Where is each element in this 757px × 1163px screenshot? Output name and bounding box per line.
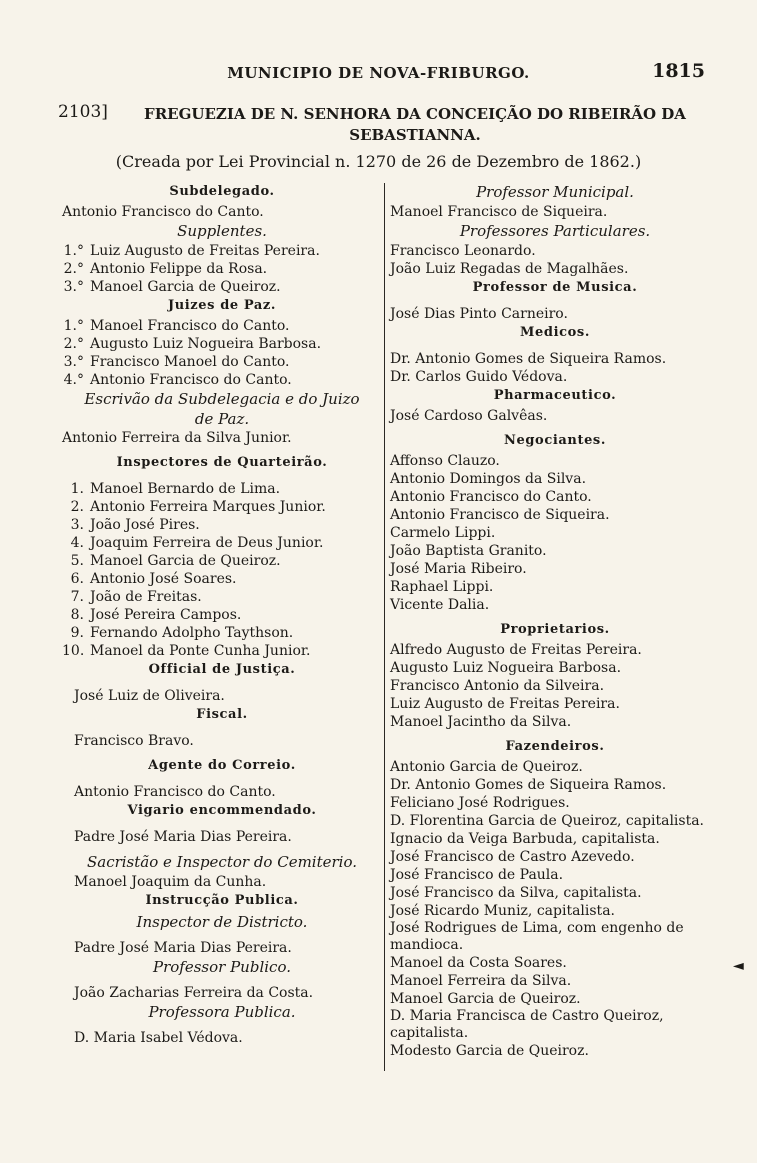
section-heading: de Paz. [194, 410, 250, 428]
running-head: MUNICIPIO DE NOVA-FRIBURGO. [227, 64, 530, 82]
entry-name: José Pereira Campos. [90, 607, 242, 623]
section-heading: Professores Particulares. [459, 222, 651, 240]
numbered-entry [62, 242, 382, 260]
section-heading: Vigario encommendado. [127, 803, 317, 818]
entry-ordinal: 4. [70, 535, 84, 551]
list-item: Ignacio da Veiga Barbuda, capitalista. [390, 831, 660, 847]
entry-ordinal: 1.° [63, 243, 84, 259]
list-item: Antonio Domingos da Silva. [390, 471, 587, 487]
numbered-entry [62, 498, 382, 516]
entry-ordinal: 7. [70, 589, 84, 605]
list-item: Affonso Clauzo. [390, 453, 500, 469]
entry-ordinal: 2.° [63, 336, 84, 352]
numbered-entry [62, 335, 382, 353]
section-heading: Professor Publico. [153, 958, 291, 976]
numbered-entry [62, 260, 382, 278]
list-item: Dr. Carlos Guido Védova. [390, 369, 568, 385]
numbered-entry [62, 353, 382, 371]
official-name: Antonio Ferreira da Silva Junior. [62, 430, 292, 446]
official-name: Manoel Joaquim da Cunha. [74, 874, 267, 890]
numbered-entry [62, 278, 382, 296]
section-heading: Pharmaceutico. [493, 388, 617, 403]
section-heading: Escrivão da Subdelegacia e do Juizo [84, 390, 360, 408]
numbered-entry [62, 371, 382, 389]
list-item: Alfredo Augusto de Freitas Pereira. [390, 642, 642, 658]
section-heading: Professor Municipal. [476, 183, 634, 201]
list-item: Raphael Lippi. [390, 579, 494, 595]
list-item: Carmelo Lippi. [390, 525, 496, 541]
section-heading: Official de Justiça. [148, 662, 296, 677]
entry-ordinal: 10. [62, 643, 85, 659]
entry-name: João José Pires. [90, 517, 200, 533]
list-item: Manoel da Costa Soares. [390, 955, 567, 971]
section-heading: Fiscal. [196, 707, 248, 722]
numbered-entry [62, 317, 382, 335]
right-column [390, 182, 720, 1060]
entry-name: Antonio Ferreira Marques Junior. [90, 499, 326, 515]
entry-name: Manoel Bernardo de Lima. [90, 481, 281, 497]
official-name: José Dias Pinto Carneiro. [390, 306, 568, 322]
section-heading: Professor de Musica. [472, 280, 638, 295]
section-heading: Proprietarios. [500, 622, 610, 637]
section-heading: Subdelegado. [169, 184, 275, 199]
section-heading: Fazendeiros. [505, 739, 605, 754]
list-item: Modesto Garcia de Queiroz. [390, 1043, 589, 1059]
entry-ordinal: 9. [70, 625, 84, 641]
official-name: José Cardoso Galvêas. [390, 408, 548, 424]
section-heading: Juizes de Paz. [167, 298, 277, 313]
list-item: Augusto Luiz Nogueira Barbosa. [390, 660, 622, 676]
creation-note: (Creada por Lei Provincial n. 1270 de 26 de Dezembro de 1862.) [115, 152, 642, 171]
list-item: José Francisco de Paula. [390, 867, 564, 883]
section-heading: Supplentes. [177, 222, 267, 240]
entry-number: 2103] [58, 102, 108, 122]
list-item: José Francisco de Castro Azevedo. [390, 849, 635, 865]
list-item: João Luiz Regadas de Magalhães. [390, 261, 629, 277]
official-name: D. Maria Isabel Védova. [74, 1030, 243, 1046]
entry-ordinal: 2.° [63, 261, 84, 277]
entry-name: Manoel Garcia de Queiroz. [90, 553, 281, 569]
entry-name: Manoel da Ponte Cunha Junior. [90, 643, 311, 659]
list-item: Antonio Francisco do Canto. [390, 489, 592, 505]
list-item: José Maria Ribeiro. [390, 561, 527, 577]
numbered-entry [62, 516, 382, 534]
official-name: José Luiz de Oliveira. [74, 688, 225, 704]
numbered-entry [62, 588, 382, 606]
entry-name: Antonio José Soares. [90, 571, 237, 587]
official-name: Antonio Francisco do Canto. [62, 204, 264, 220]
list-item: Manoel Ferreira da Silva. [390, 973, 572, 989]
official-name: João Zacharias Ferreira da Costa. [74, 985, 314, 1001]
entry-ordinal: 1.° [63, 318, 84, 334]
list-item: Manoel Jacintho da Silva. [390, 714, 572, 730]
entry-name: Antonio Francisco do Canto. [90, 372, 292, 388]
official-name: Padre José Maria Dias Pereira. [74, 829, 292, 845]
entry-name: Antonio Felippe da Rosa. [90, 261, 268, 277]
list-item: Luiz Augusto de Freitas Pereira. [390, 696, 620, 712]
entry-ordinal: 6. [70, 571, 84, 587]
section-heading: Negociantes. [504, 433, 606, 448]
official-name: Manoel Francisco de Siqueira. [390, 204, 608, 220]
list-item: D. Maria Francisca de Castro Queiroz, capitalista. [390, 1008, 664, 1041]
entry-name: Augusto Luiz Nogueira Barbosa. [90, 336, 322, 352]
official-name: Francisco Bravo. [74, 733, 194, 749]
section-heading: Sacristão e Inspector do Cemiterio. [86, 853, 358, 871]
entry-ordinal: 3.° [63, 279, 84, 295]
numbered-entry [62, 570, 382, 588]
list-item: José Rodrigues de Lima, com engenho de mandioca. [390, 920, 684, 953]
numbered-entry [62, 624, 382, 642]
list-item: João Baptista Granito. [390, 543, 547, 559]
numbered-entry [62, 480, 382, 498]
list-item: Vicente Dalia. [390, 597, 490, 613]
official-name: Antonio Francisco do Canto. [74, 784, 276, 800]
list-item: D. Florentina Garcia de Queiroz, capitalista. [390, 813, 705, 829]
list-item: Francisco Leonardo. [390, 243, 536, 259]
entry-ordinal: 1. [70, 481, 84, 497]
page-number: 1815 [652, 60, 705, 82]
entry-name: Joaquim Ferreira de Deus Junior. [90, 535, 324, 551]
list-item: Dr. Antonio Gomes de Siqueira Ramos. [390, 351, 667, 367]
entry-name: Francisco Manoel do Canto. [90, 354, 290, 370]
parish-title [120, 104, 710, 146]
section-heading: Inspectores de Quarteirão. [116, 455, 328, 470]
section-heading: Professora Publica. [148, 1003, 296, 1021]
entry-ordinal: 3. [70, 517, 84, 533]
entry-name: Manoel Francisco do Canto. [90, 318, 290, 334]
official-name: Padre José Maria Dias Pereira. [74, 940, 292, 956]
list-item: Feliciano José Rodrigues. [390, 795, 570, 811]
entry-name: Fernando Adolpho Taythson. [90, 625, 294, 641]
entry-name: Luiz Augusto de Freitas Pereira. [90, 243, 320, 259]
numbered-entry [62, 642, 382, 660]
list-item: Antonio Garcia de Queiroz. [390, 759, 583, 775]
entry-ordinal: 3.° [63, 354, 84, 370]
numbered-entry [62, 534, 382, 552]
list-item: José Francisco da Silva, capitalista. [390, 885, 642, 901]
list-item: José Ricardo Muniz, capitalista. [390, 903, 615, 919]
parish-title-line-1: FREGUEZIA DE N. SENHORA DA CONCEIÇÃO DO RIBEIRÃO DA [144, 105, 686, 123]
margin-arrow-icon: ◄ [733, 958, 744, 974]
numbered-entry [62, 552, 382, 570]
entry-ordinal: 4.° [63, 372, 84, 388]
column-divider [384, 183, 385, 1071]
list-item: Dr. Antonio Gomes de Siqueira Ramos. [390, 777, 667, 793]
parish-title-line-2: SEBASTIANNA. [349, 126, 481, 144]
entry-name: João de Freitas. [90, 589, 202, 605]
entry-ordinal: 8. [70, 607, 84, 623]
section-heading: Medicos. [520, 325, 590, 340]
list-item: Manoel Garcia de Queiroz. [390, 991, 581, 1007]
entry-ordinal: 2. [70, 499, 84, 515]
left-column [62, 182, 382, 1047]
list-item: Antonio Francisco de Siqueira. [390, 507, 610, 523]
section-heading: Inspector de Districto. [136, 913, 308, 931]
numbered-entry [62, 606, 382, 624]
entry-name: Manoel Garcia de Queiroz. [90, 279, 281, 295]
list-item: Francisco Antonio da Silveira. [390, 678, 605, 694]
section-heading: Instrucção Publica. [145, 893, 299, 908]
section-heading: Agente do Correio. [148, 758, 296, 773]
entry-ordinal: 5. [70, 553, 84, 569]
